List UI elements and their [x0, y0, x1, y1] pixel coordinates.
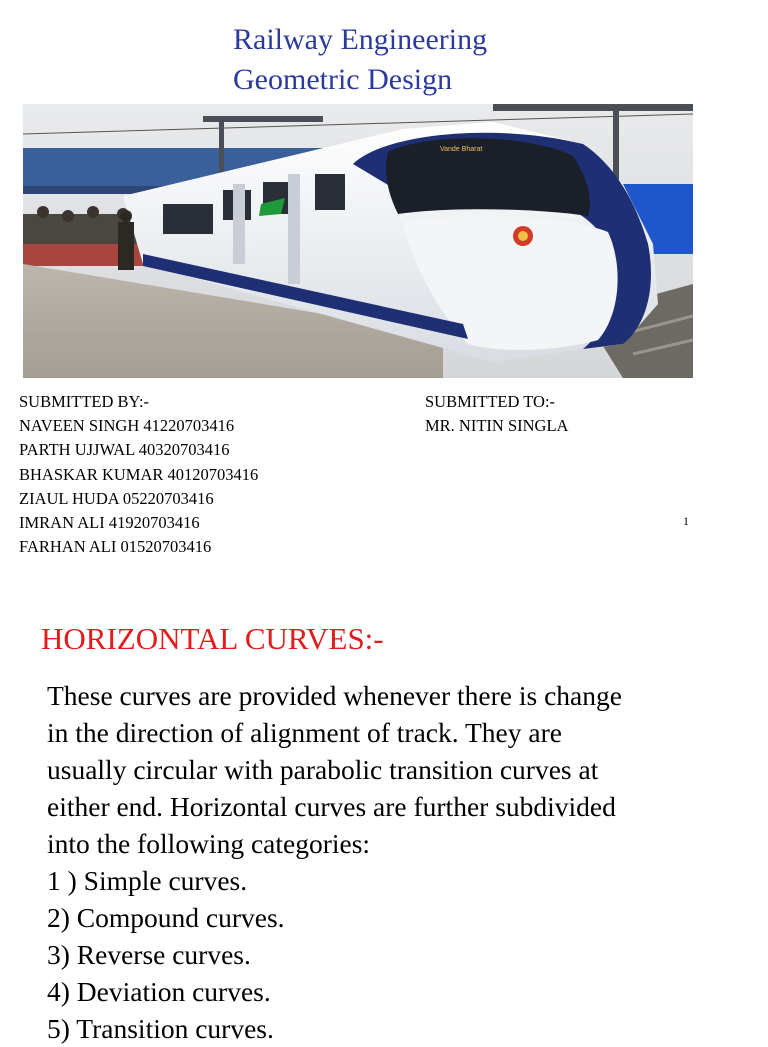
- member-2: PARTH UJJWAL 40320703416: [19, 440, 230, 460]
- member-1: NAVEEN SINGH 41220703416: [19, 416, 235, 436]
- member-4: ZIAUL HUDA 05220703416: [19, 488, 214, 508]
- member-3: BHASKAR KUMAR 40120703416: [19, 464, 259, 484]
- submitted-to-block: [425, 390, 568, 438]
- submitted-to-name: MR. NITIN SINGLA: [425, 416, 569, 436]
- list-item-3: 3) Reverse curves.: [47, 939, 251, 970]
- slide-title: [233, 20, 487, 100]
- title-line-2: Geometric Design: [233, 63, 453, 96]
- section-heading: HORIZONTAL CURVES:-: [41, 621, 384, 656]
- submitted-by-block: [19, 390, 258, 559]
- photo-sign-text: Vande Bharat: [440, 146, 483, 153]
- member-6: FARHAN ALI 01520703416: [19, 537, 212, 557]
- train-photo: [23, 104, 693, 378]
- section-body: [47, 677, 747, 1047]
- body-line-4: either end. Horizontal curves are further subdivided: [47, 791, 616, 822]
- list-item-2: 2) Compound curves.: [47, 902, 285, 933]
- list-item-4: 4) Deviation curves.: [47, 976, 271, 1007]
- page-number: 1: [683, 514, 689, 528]
- body-line-1: These curves are provided whenever there is change: [47, 680, 622, 711]
- body-line-5: into the following categories:: [47, 828, 371, 859]
- title-line-1: Railway Engineering: [233, 23, 488, 56]
- body-line-2: in the direction of alignment of track. They are: [47, 717, 562, 748]
- list-item-5: 5) Transition curves.: [47, 1013, 274, 1044]
- list-item-1: 1 ) Simple curves.: [47, 865, 248, 896]
- member-5: IMRAN ALI 41920703416: [19, 513, 200, 533]
- submitted-to-label: SUBMITTED TO:-: [425, 392, 556, 411]
- body-line-3: usually circular with parabolic transition curves at: [47, 754, 599, 785]
- submitted-by-label: SUBMITTED BY:-: [19, 392, 150, 411]
